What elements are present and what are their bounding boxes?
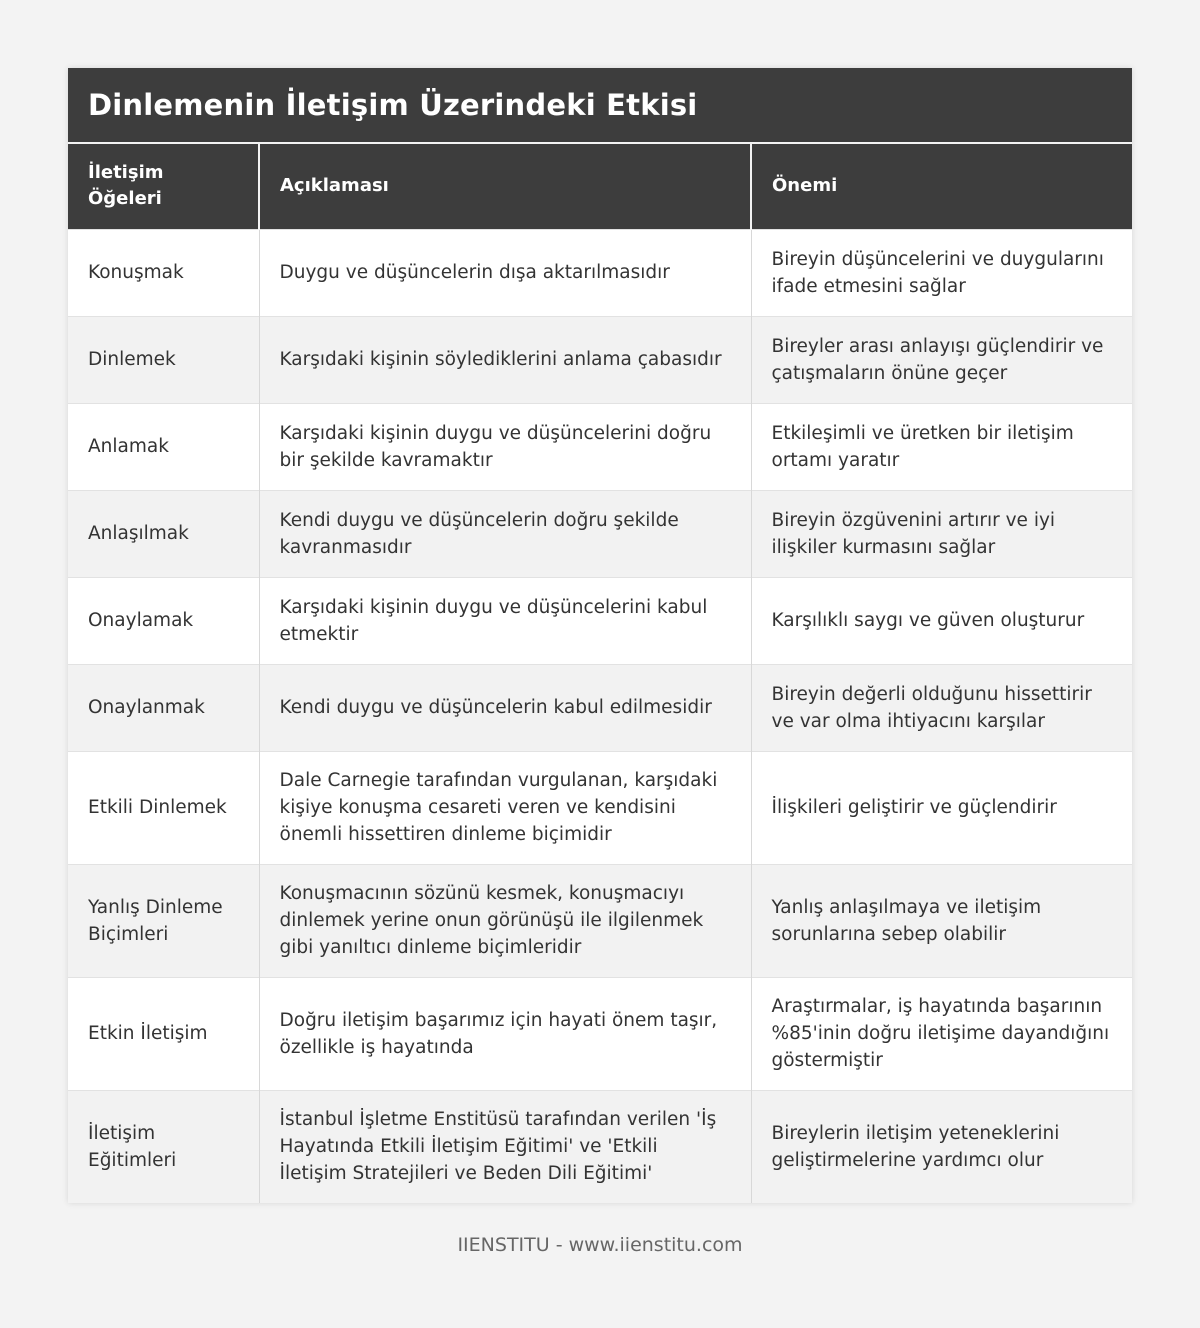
cell-importance: Karşılıklı saygı ve güven oluşturur bbox=[751, 577, 1132, 664]
cell-description: Karşıdaki kişinin söylediklerini anlama çabasıdır bbox=[259, 316, 751, 403]
cell-element: Anlaşılmak bbox=[68, 490, 259, 577]
cell-importance: Bireyler arası anlayışı güçlendirir ve çatışmaların önüne geçer bbox=[751, 316, 1132, 403]
cell-importance: Bireylerin iletişim yeteneklerini geliştirmelerine yardımcı olur bbox=[751, 1090, 1132, 1203]
cell-importance: Bireyin düşüncelerini ve duygularını ifade etmesini sağlar bbox=[751, 229, 1132, 316]
table-row bbox=[68, 316, 1132, 403]
table-row bbox=[68, 403, 1132, 490]
data-table bbox=[68, 144, 1132, 1203]
cell-description: Konuşmacının sözünü kesmek, konuşmacıyı dinlemek yerine onun görünüşü ile ilgilenmek gibi yanıltıcı dinleme biçimleridir bbox=[259, 864, 751, 977]
cell-description: Duygu ve düşüncelerin dışa aktarılmasıdır bbox=[259, 229, 751, 316]
cell-description: Karşıdaki kişinin duygu ve düşüncelerini kabul etmektir bbox=[259, 577, 751, 664]
table-row bbox=[68, 490, 1132, 577]
footer-credit: IIENSTITU - www.iienstitu.com bbox=[457, 1234, 743, 1256]
column-header-importance: Önemi bbox=[751, 144, 1132, 229]
table-row bbox=[68, 229, 1132, 316]
table-row bbox=[68, 977, 1132, 1090]
cell-importance: Yanlış anlaşılmaya ve iletişim sorunlarına sebep olabilir bbox=[751, 864, 1132, 977]
cell-element: Konuşmak bbox=[68, 229, 259, 316]
cell-element: Onaylanmak bbox=[68, 664, 259, 751]
column-header-element: İletişim Öğeleri bbox=[68, 144, 259, 229]
title-bar bbox=[68, 68, 1132, 144]
table-row bbox=[68, 577, 1132, 664]
table-row bbox=[68, 864, 1132, 977]
cell-importance: Araştırmalar, iş hayatında başarının %85'inin doğru iletişime dayandığını göstermiştir bbox=[751, 977, 1132, 1090]
column-header-description: Açıklaması bbox=[259, 144, 751, 229]
table-row bbox=[68, 751, 1132, 864]
cell-importance: Bireyin özgüvenini artırır ve iyi ilişkiler kurmasını sağlar bbox=[751, 490, 1132, 577]
cell-element: Etkili Dinlemek bbox=[68, 751, 259, 864]
cell-description: İstanbul İşletme Enstitüsü tarafından verilen 'İş Hayatında Etkili İletişim Eğitimi' ve 'Etkili İletişim Stratejileri ve Beden Dili Eğitimi' bbox=[259, 1090, 751, 1203]
table-card bbox=[68, 68, 1132, 1203]
cell-element: Onaylamak bbox=[68, 577, 259, 664]
cell-element: Yanlış Dinleme Biçimleri bbox=[68, 864, 259, 977]
cell-importance: İlişkileri geliştirir ve güçlendirir bbox=[751, 751, 1132, 864]
cell-importance: Etkileşimli ve üretken bir iletişim ortamı yaratır bbox=[751, 403, 1132, 490]
cell-description: Kendi duygu ve düşüncelerin doğru şekilde kavranmasıdır bbox=[259, 490, 751, 577]
cell-element: Etkin İletişim bbox=[68, 977, 259, 1090]
cell-element: Anlamak bbox=[68, 403, 259, 490]
cell-description: Dale Carnegie tarafından vurgulanan, karşıdaki kişiye konuşma cesareti veren ve kendisini önemli hissettiren dinleme biçimidir bbox=[259, 751, 751, 864]
page-title: Dinlemenin İletişim Üzerindeki Etkisi bbox=[88, 88, 698, 122]
table-row bbox=[68, 1090, 1132, 1203]
table-header-row bbox=[68, 144, 1132, 229]
cell-description: Kendi duygu ve düşüncelerin kabul edilmesidir bbox=[259, 664, 751, 751]
cell-element: Dinlemek bbox=[68, 316, 259, 403]
cell-description: Doğru iletişim başarımız için hayati önem taşır, özellikle iş hayatında bbox=[259, 977, 751, 1090]
cell-importance: Bireyin değerli olduğunu hissettirir ve var olma ihtiyacını karşılar bbox=[751, 664, 1132, 751]
cell-element: İletişim Eğitimleri bbox=[68, 1090, 259, 1203]
cell-description: Karşıdaki kişinin duygu ve düşüncelerini doğru bir şekilde kavramaktır bbox=[259, 403, 751, 490]
table-row bbox=[68, 664, 1132, 751]
